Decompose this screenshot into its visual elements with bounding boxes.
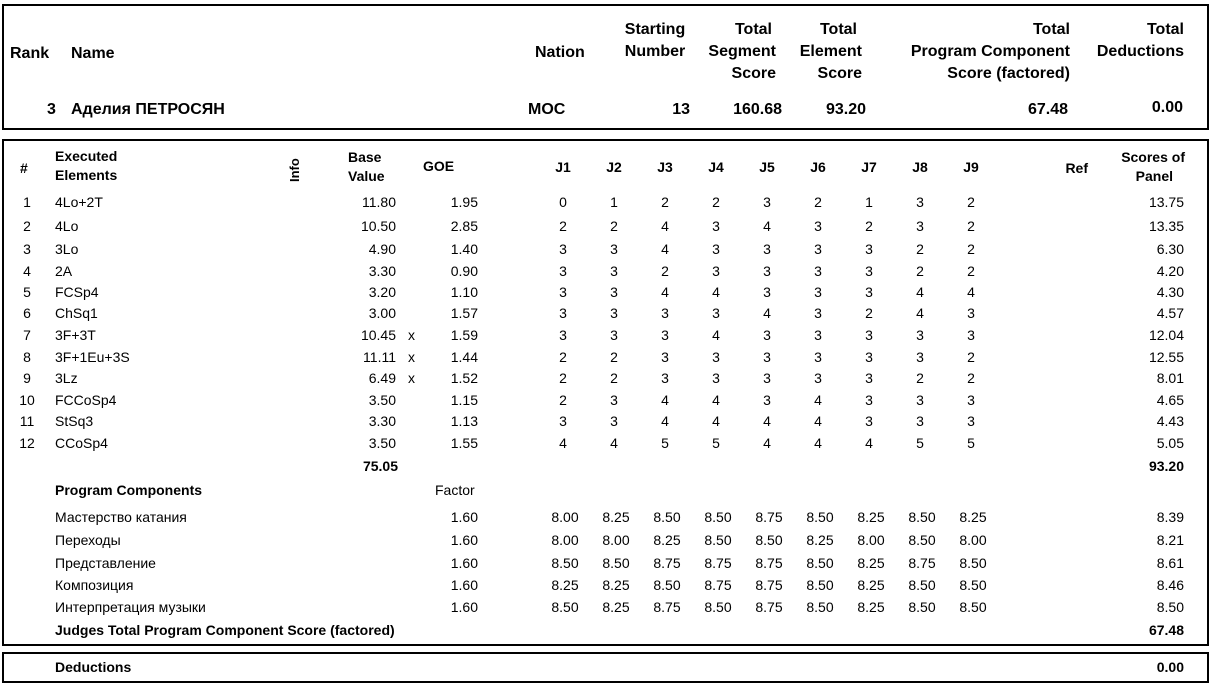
component-judge-score: 8.75 [755, 509, 783, 525]
element-judge-score: 2 [967, 370, 975, 386]
component-judge-score: 8.75 [755, 555, 783, 571]
col-ref-label: Ref [1065, 160, 1088, 176]
element-judge-score: 3 [763, 241, 771, 257]
skater-nation: MOC [528, 101, 566, 118]
element-judge-score: 3 [967, 305, 975, 321]
element-code: ChSq1 [55, 305, 98, 321]
element-judge-score: 3 [916, 327, 924, 343]
element-num: 4 [23, 263, 31, 279]
element-base-value: 10.45 [360, 327, 396, 343]
element-judge-score: 4 [763, 305, 771, 321]
deductions-value: 0.00 [1156, 659, 1184, 675]
element-base-value: 11.80 [362, 194, 396, 210]
component-judge-score: 8.25 [959, 509, 987, 525]
element-base-value: 3.20 [368, 284, 396, 300]
base-total: 75.05 [362, 458, 398, 474]
element-judge-score: 3 [661, 305, 669, 321]
element-judge-score: 1 [610, 194, 618, 210]
element-judge-score: 2 [559, 392, 567, 408]
element-code: 3Lz [55, 370, 78, 386]
component-judge-score: 8.50 [704, 532, 732, 548]
element-code: 3F+1Eu+3S [55, 349, 130, 365]
element-judge-score: 3 [763, 284, 771, 300]
element-base-value: 11.11 [363, 349, 396, 365]
element-judge-score: 3 [763, 263, 771, 279]
element-goe: 1.95 [450, 194, 478, 210]
element-code: 3F+3T [55, 327, 96, 343]
col-total-segment-label-3: Score [731, 65, 776, 82]
element-judge-score: 3 [814, 241, 822, 257]
panel-total: 93.20 [1148, 458, 1184, 474]
element-judge-score: 4 [712, 392, 720, 408]
element-judge-score: 3 [865, 241, 873, 257]
col-total-segment-label-1: Total [734, 21, 772, 38]
component-panel-score: 8.21 [1156, 532, 1184, 548]
element-panel-score: 5.05 [1156, 435, 1184, 451]
element-judge-score: 2 [967, 241, 975, 257]
col-total-element-label-2: Element [799, 43, 862, 60]
component-judge-score: 8.50 [551, 599, 579, 615]
col-starting-number-label-1: Starting [624, 21, 686, 38]
skater-total-element-score: 93.20 [825, 101, 866, 118]
component-judge-score: 8.50 [959, 577, 987, 593]
element-panel-score: 6.30 [1156, 241, 1184, 257]
element-judge-score: 4 [712, 327, 720, 343]
col-base-label-2: Value [348, 168, 385, 184]
element-judge-score: 3 [661, 370, 669, 386]
component-factor: 1.60 [450, 577, 478, 593]
element-judge-score: 4 [610, 435, 618, 451]
element-judge-score: 3 [610, 413, 618, 429]
component-judge-score: 8.75 [704, 555, 732, 571]
judge-header-2: J2 [606, 159, 622, 175]
element-judge-score: 3 [559, 284, 567, 300]
element-judge-score: 3 [814, 284, 822, 300]
components-total-value: 67.48 [1148, 622, 1184, 638]
element-num: 3 [23, 241, 31, 257]
col-nation-label: Nation [535, 44, 585, 61]
element-judge-score: 3 [763, 370, 771, 386]
judge-header-6: J6 [810, 159, 826, 175]
element-judge-score: 5 [661, 435, 669, 451]
skater-total-segment-score: 160.68 [733, 101, 782, 118]
col-total-deductions-label-2: Deductions [1096, 43, 1184, 60]
component-panel-score: 8.50 [1156, 599, 1184, 615]
component-judge-score: 8.50 [908, 509, 936, 525]
component-judge-score: 8.75 [755, 599, 783, 615]
element-goe: 1.15 [450, 392, 478, 408]
skater-rank: 3 [47, 101, 56, 118]
element-code: 3Lo [55, 241, 79, 257]
element-judge-score: 5 [916, 435, 924, 451]
element-judge-score: 3 [610, 284, 618, 300]
component-name: Композиция [55, 577, 134, 593]
element-judge-score: 4 [559, 435, 567, 451]
col-total-segment-label-2: Segment [708, 43, 776, 60]
element-judge-score: 4 [814, 413, 822, 429]
element-judge-score: 2 [814, 194, 822, 210]
element-code: CCoSp4 [55, 435, 108, 451]
element-code: StSq3 [55, 413, 94, 429]
element-judge-score: 2 [865, 305, 873, 321]
element-judge-score: 2 [661, 194, 669, 210]
component-judge-score: 8.00 [551, 532, 579, 548]
component-judge-score: 8.25 [806, 532, 834, 548]
element-panel-score: 4.65 [1156, 392, 1184, 408]
component-panel-score: 8.61 [1156, 555, 1184, 571]
component-judge-score: 8.50 [551, 555, 579, 571]
component-panel-score: 8.39 [1156, 509, 1184, 525]
element-judge-score: 3 [559, 263, 567, 279]
element-goe: 1.40 [450, 241, 478, 257]
element-panel-score: 4.20 [1156, 263, 1184, 279]
component-judge-score: 8.50 [704, 599, 732, 615]
component-judge-score: 8.25 [653, 532, 681, 548]
component-judge-score: 8.00 [551, 509, 579, 525]
skater-total-deductions: 0.00 [1151, 99, 1183, 116]
element-judge-score: 3 [967, 413, 975, 429]
components-title: Program Components [55, 482, 203, 498]
element-judge-score: 2 [559, 349, 567, 365]
element-base-value: 3.30 [368, 263, 396, 279]
element-x-mark: x [408, 349, 415, 365]
element-judge-score: 3 [712, 305, 720, 321]
element-judge-score: 3 [559, 327, 567, 343]
element-judge-score: 2 [967, 218, 975, 234]
element-judge-score: 3 [814, 370, 822, 386]
element-judge-score: 3 [712, 218, 720, 234]
element-x-mark: x [408, 370, 415, 386]
element-base-value: 3.00 [368, 305, 396, 321]
element-judge-score: 2 [967, 349, 975, 365]
component-judge-score: 8.00 [602, 532, 630, 548]
component-judge-score: 8.50 [602, 555, 630, 571]
component-judge-score: 8.75 [908, 555, 936, 571]
col-name-label: Name [71, 45, 115, 62]
element-num: 11 [19, 413, 35, 429]
col-executed-label-1: Executed [55, 148, 118, 164]
components-factor-label: Factor [435, 482, 475, 498]
component-judge-score: 8.25 [857, 599, 885, 615]
component-judge-score: 8.50 [704, 509, 732, 525]
component-judge-score: 8.50 [755, 532, 783, 548]
element-panel-score: 12.55 [1148, 349, 1184, 365]
element-judge-score: 5 [712, 435, 720, 451]
element-panel-score: 4.43 [1156, 413, 1184, 429]
element-judge-score: 4 [763, 413, 771, 429]
component-judge-score: 8.25 [602, 599, 630, 615]
element-judge-score: 3 [559, 241, 567, 257]
element-judge-score: 5 [967, 435, 975, 451]
element-judge-score: 3 [865, 413, 873, 429]
component-judge-score: 8.50 [959, 599, 987, 615]
element-panel-score: 12.04 [1148, 327, 1184, 343]
element-num: 10 [19, 392, 35, 408]
element-judge-score: 3 [967, 327, 975, 343]
element-judge-score: 2 [610, 218, 618, 234]
element-judge-score: 3 [865, 370, 873, 386]
component-judge-score: 8.00 [857, 532, 885, 548]
component-judge-score: 8.25 [551, 577, 579, 593]
col-total-pcs-label-2: Program Component [910, 43, 1070, 60]
col-total-element-label-3: Score [817, 65, 862, 82]
element-base-value: 3.30 [368, 413, 396, 429]
element-judge-score: 4 [763, 218, 771, 234]
deductions-box [2, 652, 1209, 683]
element-judge-score: 4 [661, 218, 669, 234]
col-panel-label-1: Scores of [1121, 149, 1185, 165]
element-num: 7 [23, 327, 31, 343]
col-total-pcs-label-3: Score (factored) [947, 65, 1070, 82]
element-num: 2 [23, 218, 31, 234]
element-num: 8 [23, 349, 31, 365]
element-judge-score: 3 [610, 327, 618, 343]
element-base-value: 3.50 [368, 435, 396, 451]
element-judge-score: 4 [661, 241, 669, 257]
element-base-value: 6.49 [368, 370, 396, 386]
element-judge-score: 3 [916, 349, 924, 365]
element-judge-score: 3 [559, 305, 567, 321]
component-judge-score: 8.75 [755, 577, 783, 593]
element-judge-score: 3 [865, 349, 873, 365]
element-judge-score: 3 [610, 392, 618, 408]
element-base-value: 3.50 [368, 392, 396, 408]
element-judge-score: 2 [916, 263, 924, 279]
element-judge-score: 4 [814, 392, 822, 408]
element-judge-score: 3 [865, 327, 873, 343]
component-judge-score: 8.50 [806, 509, 834, 525]
component-name: Переходы [55, 532, 121, 548]
element-judge-score: 3 [712, 241, 720, 257]
component-name: Мастерство катания [55, 509, 187, 525]
element-judge-score: 3 [916, 392, 924, 408]
component-judge-score: 8.50 [959, 555, 987, 571]
element-judge-score: 2 [712, 194, 720, 210]
component-judge-score: 8.75 [704, 577, 732, 593]
element-judge-score: 2 [610, 349, 618, 365]
element-judge-score: 3 [559, 413, 567, 429]
element-judge-score: 3 [610, 263, 618, 279]
element-judge-score: 3 [610, 305, 618, 321]
element-judge-score: 3 [916, 413, 924, 429]
element-judge-score: 3 [814, 263, 822, 279]
component-factor: 1.60 [450, 509, 478, 525]
judge-header-9: J9 [963, 159, 979, 175]
element-judge-score: 3 [661, 327, 669, 343]
element-judge-score: 4 [661, 284, 669, 300]
col-num-label: # [20, 160, 28, 176]
col-goe-label: GOE [423, 158, 455, 174]
judge-header-4: J4 [708, 159, 724, 175]
element-goe: 2.85 [450, 218, 478, 234]
element-goe: 0.90 [450, 263, 478, 279]
element-code: 2A [55, 263, 73, 279]
element-panel-score: 13.35 [1148, 218, 1184, 234]
element-panel-score: 8.01 [1156, 370, 1184, 386]
col-rank-label: Rank [10, 45, 50, 62]
element-num: 9 [23, 370, 31, 386]
element-judge-score: 2 [967, 194, 975, 210]
element-num: 6 [23, 305, 31, 321]
element-judge-score: 3 [865, 284, 873, 300]
component-factor: 1.60 [450, 599, 478, 615]
element-judge-score: 3 [814, 349, 822, 365]
element-goe: 1.59 [450, 327, 478, 343]
element-judge-score: 3 [763, 194, 771, 210]
col-executed-label-2: Elements [55, 167, 118, 183]
element-judge-score: 4 [763, 435, 771, 451]
judge-header-7: J7 [861, 159, 877, 175]
element-judge-score: 2 [559, 370, 567, 386]
judge-header-3: J3 [657, 159, 673, 175]
element-judge-score: 3 [916, 194, 924, 210]
element-judge-score: 3 [814, 218, 822, 234]
component-judge-score: 8.25 [602, 509, 630, 525]
element-judge-score: 2 [559, 218, 567, 234]
component-judge-score: 8.50 [806, 577, 834, 593]
element-code: 4Lo [55, 218, 79, 234]
element-code: FCSp4 [55, 284, 99, 300]
col-panel-label-2: Panel [1135, 168, 1173, 184]
component-judge-score: 8.50 [653, 577, 681, 593]
element-judge-score: 3 [712, 349, 720, 365]
element-judge-score: 3 [967, 392, 975, 408]
skater-name: Аделия ПЕТРОСЯН [71, 101, 225, 118]
component-judge-score: 8.50 [908, 532, 936, 548]
element-judge-score: 3 [814, 305, 822, 321]
element-judge-score: 3 [763, 392, 771, 408]
deductions-label: Deductions [55, 659, 132, 675]
element-judge-score: 4 [661, 392, 669, 408]
col-base-label-1: Base [348, 149, 382, 165]
judge-header-8: J8 [912, 159, 928, 175]
component-factor: 1.60 [450, 555, 478, 571]
component-judge-score: 8.00 [959, 532, 987, 548]
component-judge-score: 8.25 [602, 577, 630, 593]
element-num: 12 [19, 435, 35, 451]
col-info-label: Info [287, 158, 302, 182]
element-judge-score: 3 [865, 263, 873, 279]
element-judge-score: 3 [814, 327, 822, 343]
col-total-element-label-1: Total [819, 21, 857, 38]
element-goe: 1.57 [450, 305, 478, 321]
element-goe: 1.55 [450, 435, 478, 451]
element-num: 5 [23, 284, 31, 300]
component-judge-score: 8.50 [806, 555, 834, 571]
element-judge-score: 3 [661, 349, 669, 365]
element-judge-score: 4 [712, 284, 720, 300]
judge-header-5: J5 [759, 159, 775, 175]
element-judge-score: 3 [610, 241, 618, 257]
components-total-label: Judges Total Program Component Score (factored) [55, 622, 395, 638]
element-judge-score: 4 [712, 413, 720, 429]
component-judge-score: 8.75 [653, 599, 681, 615]
element-judge-score: 4 [865, 435, 873, 451]
component-factor: 1.60 [450, 532, 478, 548]
element-code: FCCoSp4 [55, 392, 117, 408]
element-goe: 1.52 [450, 370, 478, 386]
judge-header-1: J1 [555, 159, 571, 175]
element-judge-score: 2 [610, 370, 618, 386]
element-panel-score: 13.75 [1148, 194, 1184, 210]
element-judge-score: 4 [916, 284, 924, 300]
component-name: Представление [55, 555, 156, 571]
element-judge-score: 2 [916, 241, 924, 257]
skater-total-pcs: 67.48 [1027, 101, 1068, 118]
component-judge-score: 8.75 [653, 555, 681, 571]
component-panel-score: 8.46 [1156, 577, 1184, 593]
col-total-deductions-label-1: Total [1146, 21, 1184, 38]
element-goe: 1.10 [450, 284, 478, 300]
element-code: 4Lo+2T [55, 194, 103, 210]
element-judge-score: 4 [916, 305, 924, 321]
component-judge-score: 8.25 [857, 509, 885, 525]
component-judge-score: 8.50 [908, 599, 936, 615]
element-panel-score: 4.57 [1156, 305, 1184, 321]
component-judge-score: 8.25 [857, 555, 885, 571]
element-judge-score: 4 [661, 413, 669, 429]
skater-starting-number: 13 [672, 101, 690, 118]
element-base-value: 4.90 [368, 241, 396, 257]
component-judge-score: 8.25 [857, 577, 885, 593]
element-base-value: 10.50 [360, 218, 396, 234]
component-judge-score: 8.50 [806, 599, 834, 615]
element-judge-score: 2 [967, 263, 975, 279]
element-judge-score: 0 [559, 194, 567, 210]
element-num: 1 [23, 194, 31, 210]
element-judge-score: 3 [916, 218, 924, 234]
element-judge-score: 4 [814, 435, 822, 451]
element-judge-score: 4 [967, 284, 975, 300]
element-judge-score: 3 [712, 263, 720, 279]
element-judge-score: 2 [865, 218, 873, 234]
element-judge-score: 3 [865, 392, 873, 408]
element-panel-score: 4.30 [1156, 284, 1184, 300]
element-goe: 1.44 [450, 349, 478, 365]
element-x-mark: x [408, 327, 415, 343]
col-starting-number-label-2: Number [624, 43, 686, 60]
element-judge-score: 3 [712, 370, 720, 386]
component-judge-score: 8.50 [908, 577, 936, 593]
component-judge-score: 8.50 [653, 509, 681, 525]
element-goe: 1.13 [450, 413, 478, 429]
element-judge-score: 3 [763, 327, 771, 343]
component-name: Интерпретация музыки [55, 599, 206, 615]
element-judge-score: 2 [916, 370, 924, 386]
element-judge-score: 3 [763, 349, 771, 365]
col-total-pcs-label-1: Total [1032, 21, 1070, 38]
element-judge-score: 2 [661, 263, 669, 279]
element-judge-score: 1 [865, 194, 873, 210]
